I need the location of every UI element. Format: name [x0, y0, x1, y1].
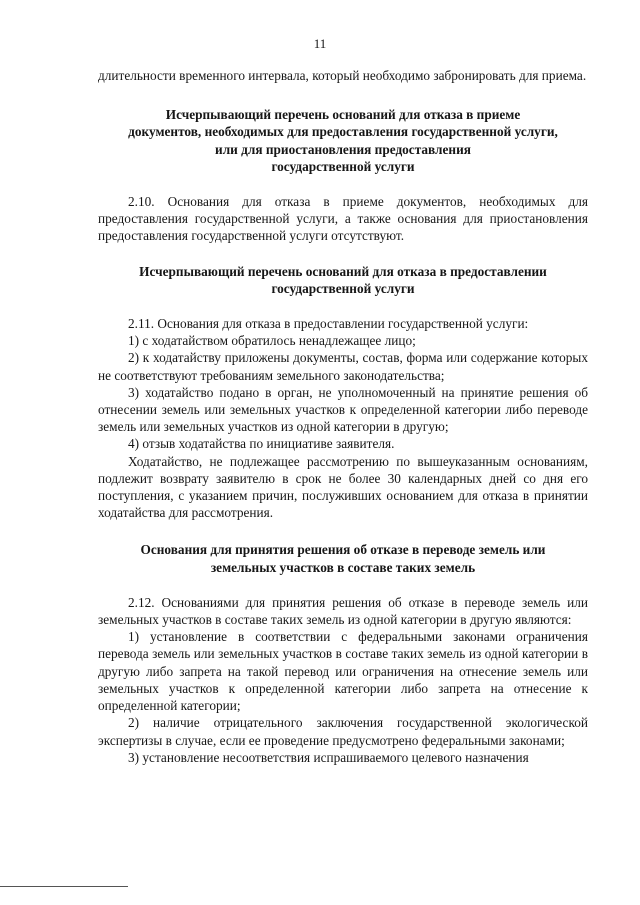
paragraph-2-10: 2.10. Основания для отказа в приеме документов, необходимых для предоставления государственной услуги, а также основания для приостановления предоставления государственной услуги отсутствуют.: [98, 194, 588, 244]
list-item: 1) установление в соответствии с федеральными законами ограничения перевода земель или земельных участков в составе таких земель из одной категории в другую либо запрета на такой перевод или ограничения на отнесение земель или земельных участков к определенной категории либо запрета на отнесение к определенной категории;: [98, 629, 588, 714]
section-1-heading-line: или для приостановления предоставления: [215, 141, 471, 157]
section-2-heading: [98, 263, 588, 297]
section-2-heading-line: государственной услуги: [271, 280, 415, 296]
footer-divider: [0, 886, 128, 887]
section-1-heading: [98, 106, 588, 175]
section-3-heading-line: земельных участков в составе таких земель: [210, 559, 476, 575]
section-2-heading-line: Исчерпывающий перечень оснований для отказа в предоставлении: [139, 263, 547, 279]
list-item: 1) с ходатайством обратилось ненадлежащее лицо;: [128, 333, 416, 349]
section-3-heading: [98, 541, 588, 575]
section-1-heading-line: государственной услуги: [271, 158, 415, 174]
page-number: 11: [313, 36, 327, 51]
list-item: 3) установление несоответствия испрашиваемого целевого назначения: [128, 749, 529, 765]
section-3-heading-line: Основания для принятия решения об отказе в переводе земель или: [140, 542, 546, 558]
document-body: [98, 67, 588, 766]
intro-paragraph: длительности временного интервала, который необходимо забронировать для приема.: [98, 68, 587, 83]
paragraph-2-11: 2.11. Основания для отказа в предоставлении государственной услуги:: [128, 316, 529, 332]
list-item: 2) наличие отрицательного заключения государственной экологической экспертизы в случае, если ее проведение предусмотрено федеральными законами;: [98, 715, 588, 748]
list-item: 4) отзыв ходатайства по инициативе заявителя.: [128, 436, 395, 452]
section-1-heading-line: Исчерпывающий перечень оснований для отказа в приеме: [165, 107, 521, 123]
paragraph-2-12: 2.12. Основаниями для принятия решения об отказе в переводе земель или земельных участков в составе таких земель из одной категории в другую являются:: [98, 594, 588, 628]
section-1-heading-line: документов, необходимых для предоставления государственной услуги,: [128, 124, 558, 140]
list-item: 2) к ходатайству приложены документы, состав, форма или содержание которых не соответствуют требованиям земельного законодательства;: [98, 350, 588, 383]
return-paragraph: Ходатайство, не подлежащее рассмотрению по вышеуказанным основаниям, подлежит возврату заявителю в срок не более 30 календарных дней со дня его поступления, с указанием причин, послуживших основанием для отказа в принятии ходатайства для рассмотрения.: [98, 453, 588, 521]
list-item: 3) ходатайство подано в орган, не уполномоченный на принятие решения об отнесении земель или земельных участков к определенной категории либо переводе земель или земельных участков из одной категории в другую;: [98, 384, 588, 435]
